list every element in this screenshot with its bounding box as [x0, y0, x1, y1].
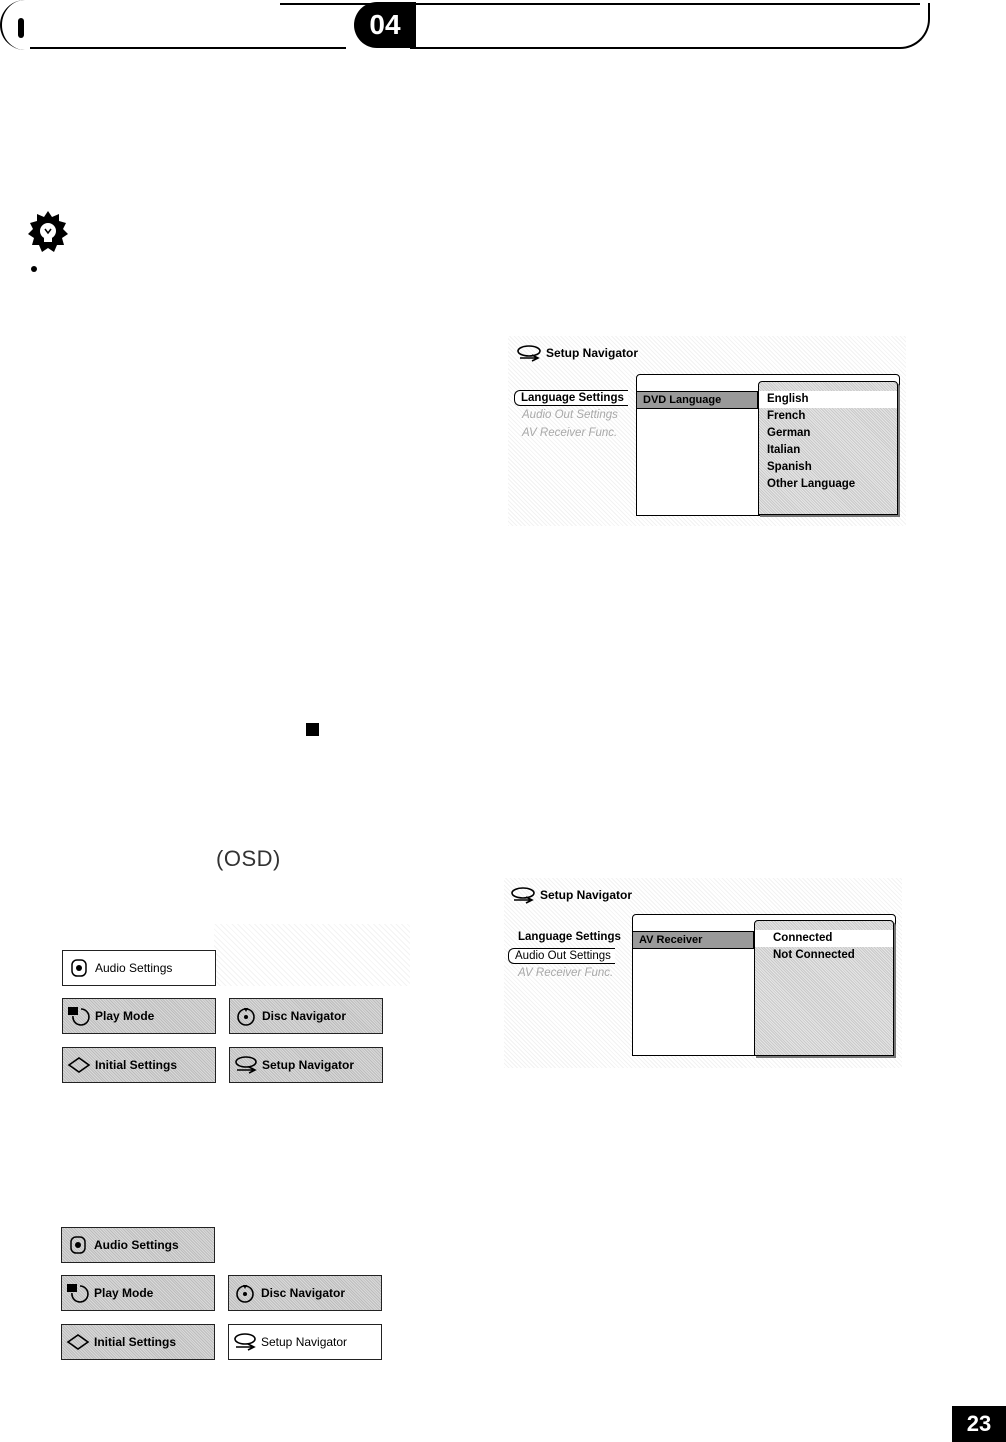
screen-title: Setup Navigator [510, 886, 632, 904]
osd-label: (OSD) [216, 846, 281, 871]
menu-item-language-settings[interactable]: Language Settings [518, 931, 621, 943]
play-mode-button[interactable]: Play Mode [61, 1275, 215, 1311]
disc-navigator-button[interactable]: Disc Navigator [228, 1275, 382, 1311]
disc-navigator-icon [234, 1006, 258, 1026]
header-left-curve [0, 0, 32, 50]
setup-navigator-icon [510, 886, 536, 904]
setup-navigator-screen-av-receiver [504, 878, 902, 1068]
option-spanish[interactable]: Spanish [767, 461, 812, 473]
header-rule [30, 47, 346, 49]
header-left-mark [18, 18, 24, 38]
option-french[interactable]: French [767, 410, 806, 422]
screen-title: Setup Navigator [516, 344, 638, 362]
screen-texture [214, 924, 410, 986]
submenu-av-receiver[interactable]: AV Receiver [632, 931, 754, 949]
initial-settings-button[interactable]: Initial Settings [61, 1324, 215, 1360]
tip-lightbulb-icon [26, 210, 70, 254]
page-number: 23 [952, 1406, 1006, 1442]
menu-item-av-receiver-func[interactable]: AV Receiver Func. [522, 427, 618, 439]
header-tab-frame [410, 3, 930, 49]
menu-item-language-settings[interactable]: Language Settings [514, 390, 628, 406]
setup-navigator-icon [233, 1332, 257, 1352]
initial-settings-button[interactable]: Initial Settings [62, 1047, 216, 1083]
initial-settings-icon [67, 1055, 91, 1075]
setup-navigator-button[interactable]: Setup Navigator [228, 1324, 382, 1360]
option-other-language[interactable]: Other Language [767, 478, 856, 490]
audio-settings-icon [67, 958, 91, 978]
disc-navigator-icon [233, 1283, 257, 1303]
language-options-list [758, 381, 898, 515]
disc-navigator-button[interactable]: Disc Navigator [229, 998, 383, 1034]
setup-navigator-screen-language [508, 336, 906, 526]
audio-settings-button[interactable]: Audio Settings [62, 950, 216, 986]
option-connected[interactable]: Connected [755, 930, 893, 947]
initial-settings-icon [66, 1332, 90, 1352]
setup-navigator-icon [234, 1055, 258, 1075]
option-german[interactable]: German [767, 427, 811, 439]
menu-item-audio-out-settings[interactable]: Audio Out Settings [522, 409, 618, 421]
audio-settings-icon [66, 1235, 90, 1255]
bullet-point [31, 266, 37, 272]
option-english[interactable]: English [759, 391, 897, 408]
play-mode-button[interactable]: Play Mode [62, 998, 216, 1034]
stop-icon [306, 723, 319, 736]
audio-settings-button[interactable]: Audio Settings [61, 1227, 215, 1263]
receiver-options-list [754, 920, 894, 1056]
option-italian[interactable]: Italian [767, 444, 801, 456]
menu-item-audio-out-settings[interactable]: Audio Out Settings [508, 948, 615, 964]
setup-navigator-icon [516, 344, 542, 362]
option-not-connected[interactable]: Not Connected [773, 949, 855, 961]
play-mode-icon [66, 1283, 90, 1303]
menu-item-av-receiver-func[interactable]: AV Receiver Func. [518, 967, 614, 979]
setup-navigator-button[interactable]: Setup Navigator [229, 1047, 383, 1083]
play-mode-icon [67, 1006, 91, 1026]
submenu-dvd-language[interactable]: DVD Language [636, 391, 758, 409]
chapter-number-badge: 04 [354, 2, 416, 48]
